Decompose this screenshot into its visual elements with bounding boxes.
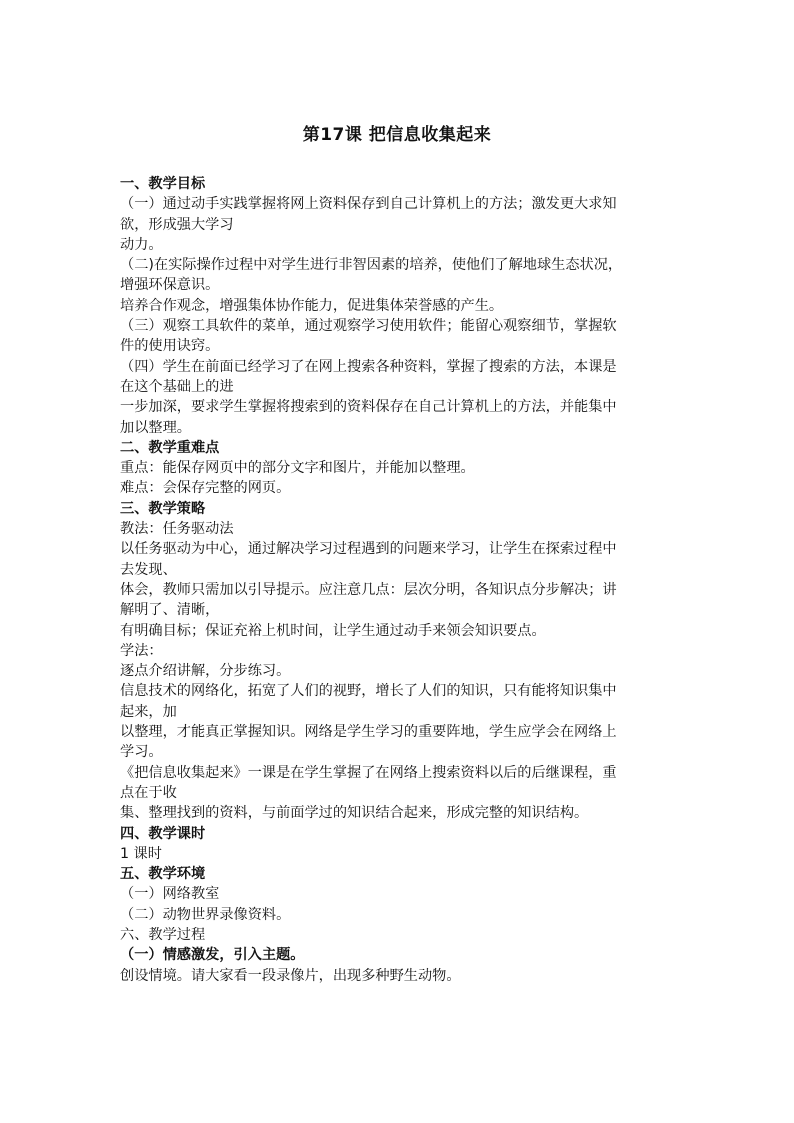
- paragraph-line: 学法：: [120, 642, 163, 659]
- section-heading: 三、教学策略: [120, 500, 206, 517]
- paragraph-line: （一）网络教室: [120, 886, 220, 903]
- paragraph-line: 体会，教师只需加以引导提示。应注意几点：层次分明，各知识点分步解决；讲: [120, 581, 617, 598]
- paragraph-line: 教法：任务驱动法: [120, 521, 234, 538]
- paragraph-line: 重点：能保存网页中的部分文字和图片，并能加以整理。: [120, 460, 475, 477]
- paragraph-line: 学习。: [120, 744, 163, 761]
- document-title: 第17课 把信息收集起来: [302, 125, 492, 145]
- paragraph-line: 创设情境。请大家看一段录像片，出现多种野生动物。: [120, 967, 461, 984]
- paragraph-line: 加以整理。: [120, 419, 191, 436]
- paragraph-line: （三）观察工具软件的菜单，通过观察学习使用软件；能留心观察细节，掌握软: [120, 318, 617, 335]
- section-heading: 一、教学目标: [120, 176, 206, 192]
- paragraph-line: 集、整理找到的资料，与前面学过的知识结合起来，形成完整的知识结构。: [120, 805, 589, 822]
- section-heading: （一）情感激发，引入主题。: [120, 947, 305, 964]
- paragraph-line: （一）通过动手实践掌握将网上资料保存到自己计算机上的方法；激发更大求知: [120, 196, 617, 213]
- paragraph-line: 在这个基础上的进: [120, 378, 234, 395]
- document-body: [120, 174, 682, 986]
- paragraph-line: 欲，形成强大学习: [120, 216, 234, 233]
- section-heading: 四、教学课时: [120, 825, 206, 842]
- section-heading: 二、教学重难点: [120, 439, 220, 456]
- paragraph-line: 难点：会保存完整的网页。: [120, 480, 291, 497]
- paragraph-line: 件的使用诀窍。: [120, 338, 220, 355]
- paragraph-line: 有明确目标；保证充裕上机时间，让学生通过动手来领会知识要点。: [120, 622, 546, 639]
- paragraph-line: （二）动物世界录像资料。: [120, 906, 291, 923]
- paragraph-line: 以整理，才能真正掌握知识。网络是学生学习的重要阵地，学生应学会在网络上: [120, 724, 617, 741]
- paragraph-line: 以任务驱动为中心，通过解决学习过程遇到的问题来学习，让学生在探索过程中: [120, 541, 617, 558]
- paragraph-line: 《把信息收集起来》一课是在学生掌握了在网络上搜索资料以后的后继课程，重: [120, 764, 617, 781]
- paragraph-line: 动力。: [120, 236, 163, 253]
- paragraph-line: （四）学生在前面已经学习了在网上搜索各种资料，掌握了搜索的方法，本课是: [120, 358, 617, 375]
- paragraph-line: 去发现、: [120, 561, 177, 578]
- paragraph-line: （二)在实际操作过程中对学生进行非智因素的培养，使他们了解地球生态状况，: [120, 257, 623, 274]
- paragraph-line: 起来，加: [120, 703, 177, 720]
- paragraph-line: 一步加深，要求学生掌握将搜索到的资料保存在自己计算机上的方法，并能集中: [120, 399, 617, 416]
- section-heading: 五、教学环境: [120, 866, 206, 883]
- paragraph-line: 培养合作观念，增强集体协作能力，促进集体荣誉感的产生。: [120, 297, 504, 314]
- paragraph-line: 点在于收: [120, 784, 177, 801]
- paragraph-line: 六、教学过程: [120, 926, 206, 943]
- paragraph-line: 1 课时: [120, 845, 162, 862]
- paragraph-line: 逐点介绍讲解，分步练习。: [120, 663, 291, 680]
- paragraph-line: 解明了、清晰，: [120, 602, 220, 619]
- paragraph-line: 信息技术的网络化，拓宽了人们的视野，增长了人们的知识，只有能将知识集中: [120, 683, 617, 700]
- paragraph-line: 增强环保意识。: [120, 277, 220, 294]
